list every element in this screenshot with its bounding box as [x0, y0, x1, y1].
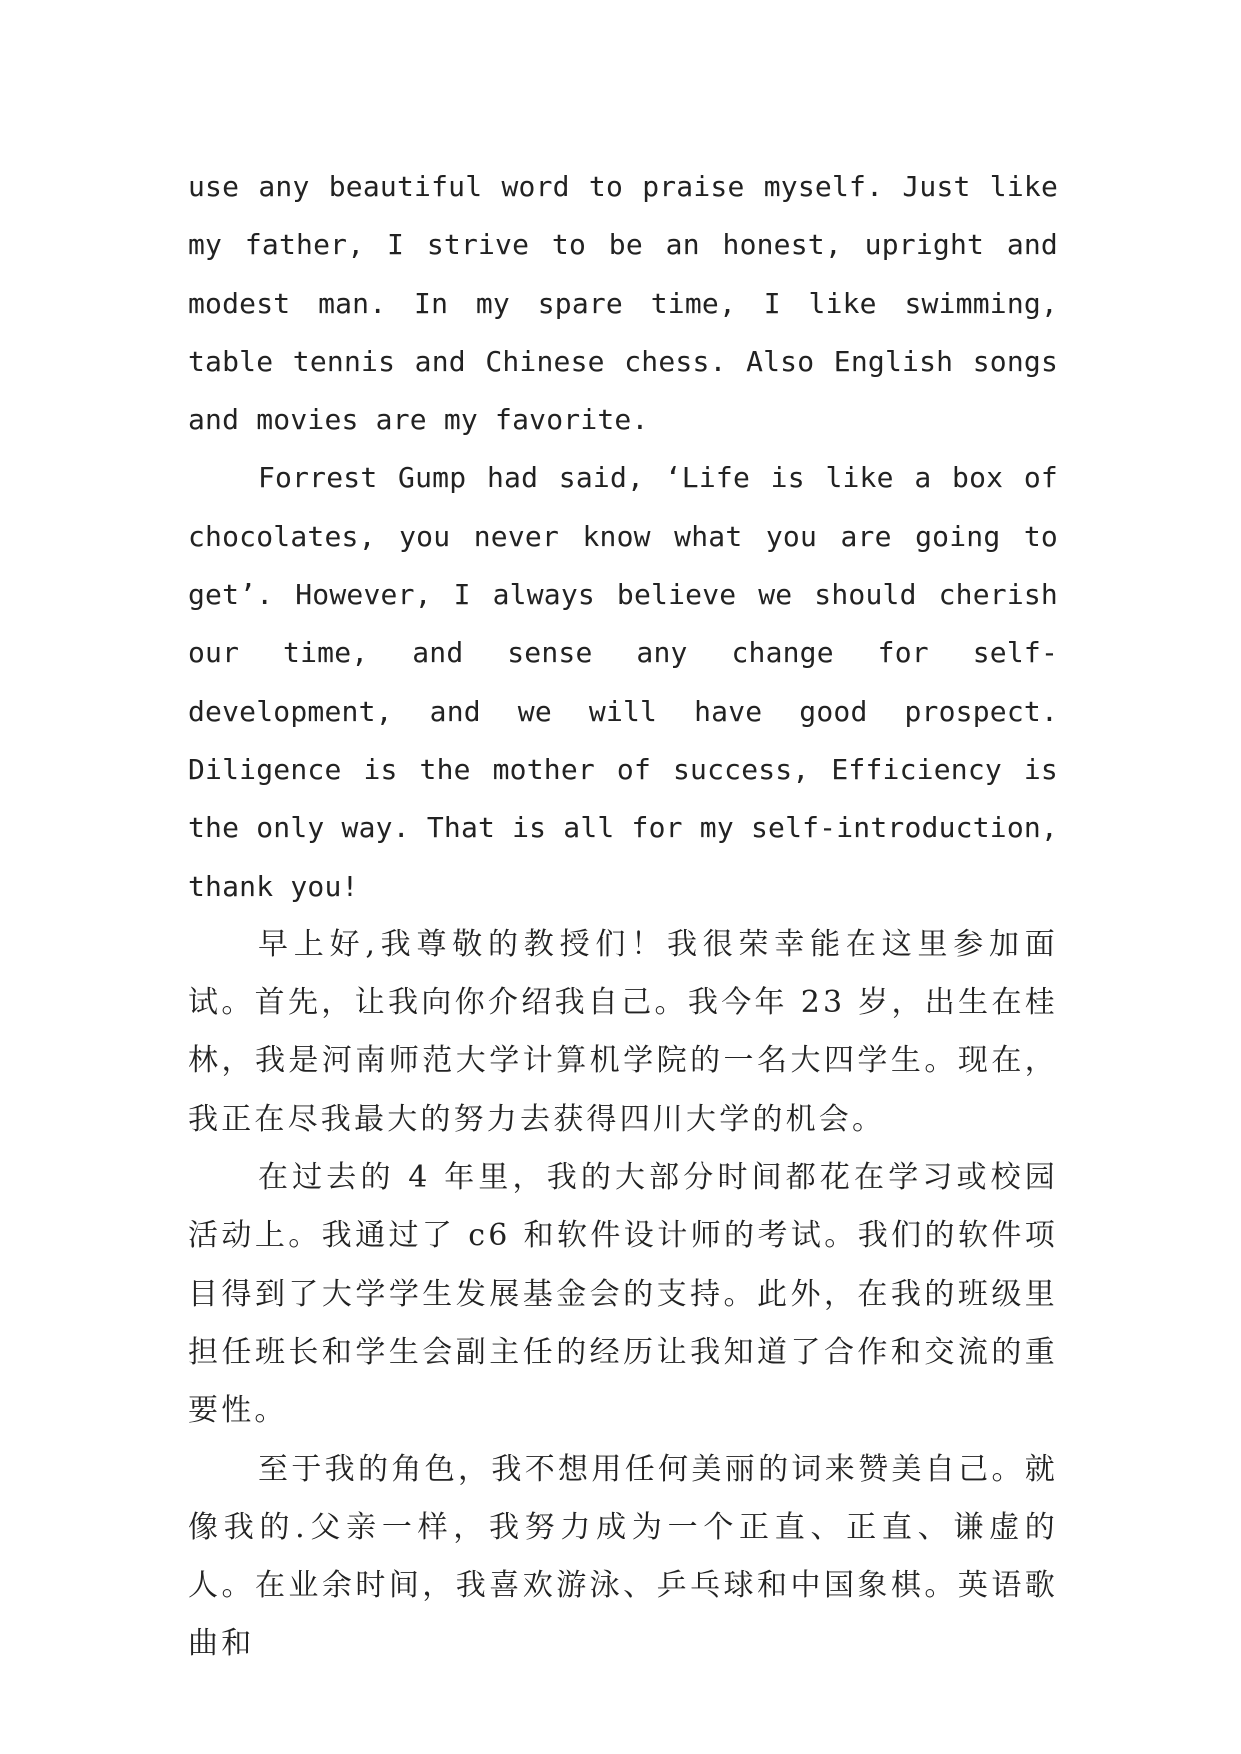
paragraph-character-zh: 至于我的角色，我不想用任何美丽的词来赞美自己。就像我的.父亲一样，我努力成为一个正直、正直、谦虚的人。在业余时间，我喜欢游泳、乒乓球和中国象棋。英语歌曲和	[188, 1451, 1058, 1662]
document-body	[188, 158, 1058, 1674]
paragraph-greeting-zh: 早上好,我尊敬的教授们！我很荣幸能在这里参加面试。首先，让我向你介绍我自己。我今年 23 岁，出生在桂林，我是河南师范大学计算机学院的一名大四学生。现在，我正在尽我最大的努力去获得四川大学的机会。	[188, 926, 1058, 1137]
paragraph-closing-en: Forrest Gump had said, ‘Life is like a box of chocolates, you never know what you are going to get’. However, I always believe we should cherish our time, and sense any change for self-development, and we will have good prospect. Diligence is the mother of success, Efficiency is the only way. That is all for my self-introduction, thank you!	[188, 461, 1058, 903]
paragraph-experience-zh: 在过去的 4 年里，我的大部分时间都花在学习或校园活动上。我通过了 c6 和软件设计师的考试。我们的软件项目得到了大学学生发展基金会的支持。此外，在我的班级里担任班长和学生会副主任的经历让我知道了合作和交流的重要性。	[188, 1160, 1058, 1429]
paragraph-hobbies-en: use any beautiful word to praise myself. Just like my father, I strive to be an honest, upright and modest man. In my spare time, I like swimming, table tennis and Chinese chess. Also English songs and movies are my favorite.	[188, 170, 1058, 437]
